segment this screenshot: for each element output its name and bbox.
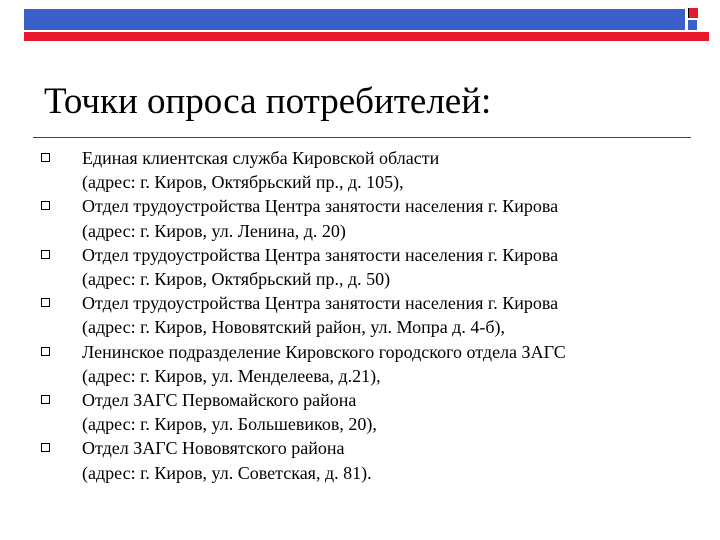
square-bullet-icon	[41, 201, 50, 210]
item-name: Отдел трудоустройства Центра занятости населения г. Кирова	[82, 293, 559, 314]
item-address: (адрес: г. Киров, Нововятский район, ул. Мопра д. 4-б),	[82, 317, 505, 338]
slide-title: Точки опроса потребителей:	[44, 81, 492, 122]
location-list	[0, 146, 720, 485]
item-name: Отдел ЗАГС Нововятского района	[82, 438, 345, 459]
item-address: (адрес: г. Киров, ул. Советская, д. 81).	[82, 462, 372, 483]
corner-square-red	[688, 8, 698, 18]
item-address: (адрес: г. Киров, ул. Ленина, д. 20)	[82, 220, 346, 241]
item-address: (адрес: г. Киров, ул. Менделеева, д.21),	[82, 365, 381, 386]
header-bar-blue	[24, 9, 685, 30]
square-bullet-icon	[41, 395, 50, 404]
item-address: (адрес: г. Киров, Октябрьский пр., д. 105),	[82, 172, 404, 193]
item-name: Отдел ЗАГС Первомайского района	[82, 390, 357, 411]
item-name: Отдел трудоустройства Центра занятости населения г. Кирова	[82, 244, 559, 265]
item-name: Единая клиентская служба Кировской области	[82, 148, 440, 168]
list-item	[0, 291, 720, 339]
title-divider	[33, 137, 691, 138]
list-item	[0, 194, 720, 242]
item-name: Отдел трудоустройства Центра занятости населения г. Кирова	[82, 196, 559, 217]
square-bullet-icon	[41, 250, 50, 259]
list-item	[0, 146, 720, 194]
square-bullet-icon	[41, 298, 50, 307]
list-item	[0, 388, 720, 436]
item-address: (адрес: г. Киров, Октябрьский пр., д. 50)	[82, 269, 391, 290]
list-item	[0, 243, 720, 291]
corner-square-blue	[688, 20, 697, 30]
square-bullet-icon	[41, 443, 50, 452]
square-bullet-icon	[41, 347, 50, 356]
item-address: (адрес: г. Киров, ул. Большевиков, 20),	[82, 414, 377, 435]
item-name: Ленинское подразделение Кировского городского отдела ЗАГС	[82, 341, 566, 362]
header-bar-red	[24, 32, 709, 41]
square-bullet-icon	[41, 153, 50, 162]
list-item	[0, 340, 720, 388]
list-item	[0, 436, 720, 484]
